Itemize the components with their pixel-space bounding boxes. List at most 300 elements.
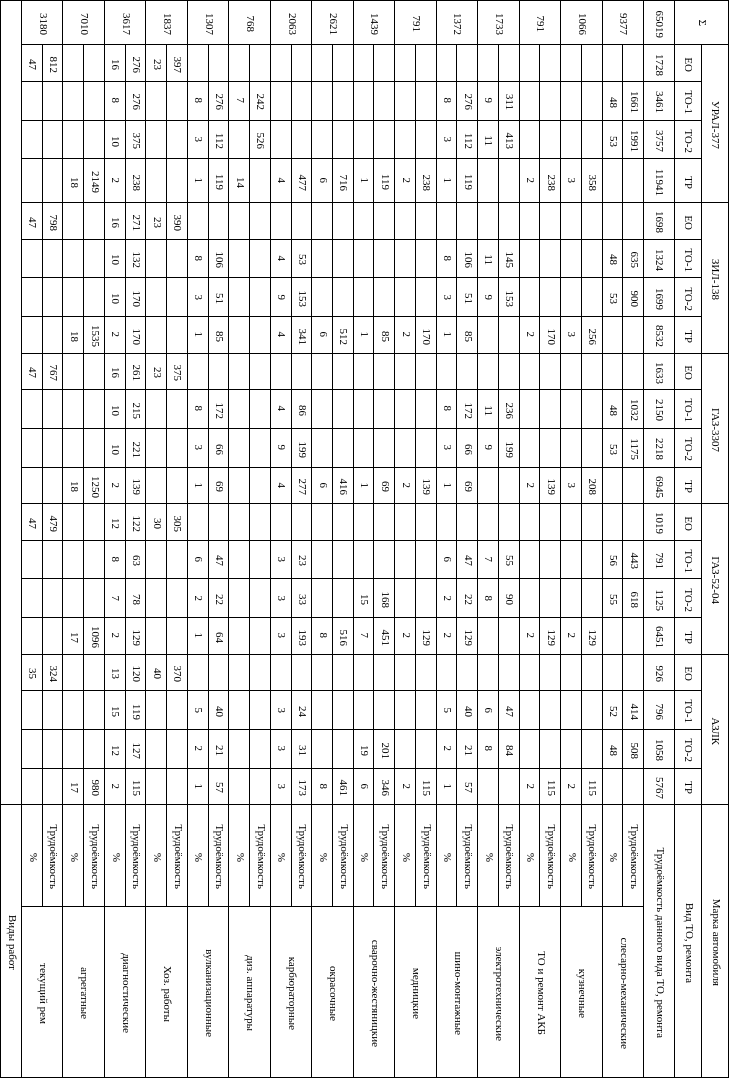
cell-w3-pct [478,353,499,389]
cell-w1-pct: 3 [561,467,582,503]
cell-w3-pct: 9 [478,81,499,120]
cell-w1-trud [581,540,602,579]
cell-w5-trud [415,579,436,618]
cell-w9-trud [250,691,271,730]
cell-w5-trud [415,540,436,579]
cell-w0-pct [602,768,623,804]
worktype-header-10: вулканизационные [187,906,228,1077]
cell-w2-trud: 129 [540,618,561,654]
worktype-8-pct-header: % [270,805,291,907]
cell-w13-trud [84,353,105,389]
cell-w14-pct [21,467,42,503]
cell-w12-trud: 276 [125,81,146,120]
cell-w3-pct [478,203,499,239]
cell-w12-pct: 16 [104,203,125,239]
row-total: 3757 [644,120,675,159]
cell-w9-trud [250,654,271,690]
cell-w3-trud [498,467,519,503]
cell-w13-trud [84,239,105,278]
cell-w1-trud [581,579,602,618]
cell-w8-trud: 173 [291,768,312,804]
row-vid: ТО-2 [675,278,702,317]
cell-w9-pct [229,654,250,690]
cell-w4-trud [457,353,478,389]
cell-w7-trud [332,45,353,81]
cell-w6-trud [374,203,395,239]
cell-w8-trud: 53 [291,239,312,278]
row-vid: ТО-1 [675,691,702,730]
cell-w11-trud [167,239,188,278]
cell-w3-trud [498,504,519,540]
cell-w1-pct [561,729,582,768]
cell-w8-trud: 341 [291,317,312,353]
cell-w2-trud: 115 [540,768,561,804]
cell-w11-pct [146,81,167,120]
cell-w3-pct: 8 [478,579,499,618]
cell-w7-trud [332,691,353,730]
cell-w1-pct [561,203,582,239]
worktype-header-8: карбюраторные [270,906,311,1077]
cell-w13-pct [63,729,84,768]
table-row [1,618,729,654]
worktype-10-pct-header: % [187,805,208,907]
cell-w5-pct: 2 [395,768,416,804]
cell-w7-pct [312,504,333,540]
row-total: 1633 [644,353,675,389]
worktype-5-trud-header: Трудоёмкость [415,805,436,907]
cell-w9-trud [250,159,271,203]
cell-w2-pct: 2 [519,618,540,654]
cell-w1-pct: 3 [561,159,582,203]
cell-w2-trud: 238 [540,159,561,203]
cell-w14-pct [21,579,42,618]
cell-w5-trud [415,691,436,730]
cell-w2-pct [519,729,540,768]
cell-w6-trud [374,278,395,317]
cell-w7-pct [312,428,333,467]
cell-w9-pct [229,467,250,503]
cell-w6-trud [374,654,395,690]
cell-w1-trud: 256 [581,317,602,353]
cell-w4-pct: 2 [436,729,457,768]
cell-w8-trud [291,203,312,239]
cell-w6-pct: 19 [353,729,374,768]
cell-w13-pct [63,203,84,239]
cell-w11-pct: 23 [146,353,167,389]
cell-w10-trud: 66 [208,428,229,467]
sum-w9: 768 [229,1,270,45]
cell-w12-trud: 78 [125,579,146,618]
cell-w2-pct [519,120,540,159]
row-vid: ТО-1 [675,390,702,429]
cell-w7-trud [332,239,353,278]
cell-w6-trud [374,81,395,120]
cell-w8-pct: 4 [270,317,291,353]
cell-w12-trud: 115 [125,768,146,804]
cell-w12-trud: 238 [125,159,146,203]
cell-w5-trud [415,654,436,690]
worktype-0-trud-header: Трудоёмкость [623,805,644,907]
cell-w3-trud [498,654,519,690]
cell-w6-pct [353,691,374,730]
cell-w10-pct: 2 [187,729,208,768]
cell-w0-pct: 56 [602,540,623,579]
cell-w1-trud [581,504,602,540]
cell-w3-pct: 11 [478,120,499,159]
cell-w1-trud [581,45,602,81]
cell-w0-pct [602,654,623,690]
cell-w4-trud: 85 [457,317,478,353]
cell-w5-pct [395,654,416,690]
cell-w14-trud [42,729,63,768]
cell-w4-trud: 106 [457,239,478,278]
cell-w10-pct: 3 [187,278,208,317]
cell-w1-trud [581,691,602,730]
cell-w4-pct: 8 [436,390,457,429]
row-mark-ЗИЛ-138: ЗИЛ-138 [702,203,729,354]
cell-w1-pct [561,239,582,278]
cell-w5-pct [395,540,416,579]
table-row [1,278,729,317]
cell-w12-trud: 170 [125,317,146,353]
cell-w14-trud [42,159,63,203]
row-total: 3461 [644,81,675,120]
sum-w2: 791 [519,1,560,45]
cell-w11-pct: 30 [146,504,167,540]
cell-w13-pct [63,353,84,389]
cell-w3-trud: 47 [498,691,519,730]
cell-w14-trud [42,540,63,579]
cell-w5-pct: 2 [395,467,416,503]
sum-label: Σ [675,1,729,45]
sum-w4: 1372 [436,1,477,45]
cell-w1-trud [581,729,602,768]
cell-w7-pct: 6 [312,159,333,203]
row-total: 2218 [644,428,675,467]
cell-w5-pct [395,278,416,317]
cell-w3-pct [478,618,499,654]
cell-w4-pct: 1 [436,467,457,503]
row-vid: ЕО [675,654,702,690]
cell-w14-trud [42,428,63,467]
cell-w7-pct [312,45,333,81]
cell-w2-trud [540,504,561,540]
cell-w11-trud [167,428,188,467]
cell-w7-pct [312,239,333,278]
sum-w7: 2621 [312,1,353,45]
cell-w8-pct: 3 [270,579,291,618]
cell-w2-trud [540,691,561,730]
cell-w11-trud [167,691,188,730]
cell-w7-trud [332,390,353,429]
cell-w8-trud [291,45,312,81]
cell-w4-trud [457,504,478,540]
row-total: 11941 [644,159,675,203]
cell-w4-trud: 129 [457,618,478,654]
cell-w8-pct: 3 [270,729,291,768]
cell-w13-trud [84,691,105,730]
cell-w14-pct [21,428,42,467]
cell-w4-pct: 2 [436,618,457,654]
cell-w10-pct: 6 [187,540,208,579]
cell-w0-trud: 1032 [623,390,644,429]
cell-w4-trud: 51 [457,278,478,317]
cell-w11-trud [167,618,188,654]
cell-w0-pct [602,203,623,239]
worktype-8-trud-header: Трудоёмкость [291,805,312,907]
worktype-9-pct-header: % [229,805,250,907]
worktype-header-2: ТО и ремонт АКБ [519,906,560,1077]
cell-w11-pct [146,579,167,618]
cell-w0-pct [602,504,623,540]
cell-w11-pct [146,239,167,278]
cell-w11-pct [146,467,167,503]
cell-w1-pct [561,390,582,429]
cell-w7-trud: 516 [332,618,353,654]
cell-w7-trud: 716 [332,159,353,203]
cell-w4-pct: 8 [436,81,457,120]
cell-w4-pct: 3 [436,428,457,467]
row-vid: ТР [675,768,702,804]
cell-w4-pct: 1 [436,159,457,203]
cell-w10-trud: 47 [208,540,229,579]
cell-w4-trud: 119 [457,159,478,203]
cell-w13-trud: 1250 [84,467,105,503]
cell-w1-pct [561,45,582,81]
cell-w5-trud: 238 [415,159,436,203]
cell-w13-pct: 17 [63,768,84,804]
table-row [1,353,729,389]
table-row [1,81,729,120]
cell-w7-trud [332,540,353,579]
cell-w14-trud [42,120,63,159]
cell-w12-trud: 129 [125,618,146,654]
cell-w10-trud [208,353,229,389]
cell-w9-trud [250,540,271,579]
cell-w13-pct [63,504,84,540]
cell-w14-pct [21,159,42,203]
cell-w9-pct [229,317,250,353]
cell-w7-pct [312,390,333,429]
cell-w0-trud [623,654,644,690]
cell-w12-trud: 119 [125,691,146,730]
cell-w8-pct [270,81,291,120]
cell-w3-pct [478,654,499,690]
cell-w10-trud: 21 [208,729,229,768]
cell-w4-trud: 172 [457,390,478,429]
cell-w0-trud: 618 [623,579,644,618]
worktype-header-13: агрегатные [63,906,104,1077]
cell-w10-pct: 8 [187,81,208,120]
cell-w0-trud: 414 [623,691,644,730]
row-vid: ТО-1 [675,540,702,579]
cell-w3-trud: 311 [498,81,519,120]
cell-w10-pct: 1 [187,467,208,503]
cell-w14-trud [42,691,63,730]
cell-w8-trud: 86 [291,390,312,429]
worktype-2-trud-header: Трудоёмкость [540,805,561,907]
cell-w11-pct: 23 [146,45,167,81]
cell-w12-pct: 10 [104,428,125,467]
table-row [1,504,729,540]
cell-w8-trud [291,654,312,690]
cell-w13-pct [63,428,84,467]
worktype-1-trud-header: Трудоёмкость [581,805,602,907]
cell-w1-trud [581,654,602,690]
cell-w11-trud [167,540,188,579]
cell-w10-trud [208,654,229,690]
cell-w0-trud [623,317,644,353]
cell-w11-trud: 390 [167,203,188,239]
worktype-header-3: электротехнические [478,906,519,1077]
cell-w14-trud [42,278,63,317]
cell-w4-trud [457,45,478,81]
worktype-header-1: кузнечные [561,906,602,1077]
cell-w6-pct [353,81,374,120]
cell-w13-trud [84,540,105,579]
cell-w13-pct: 18 [63,317,84,353]
cell-w11-pct [146,278,167,317]
cell-w9-trud [250,45,271,81]
cell-w8-pct: 4 [270,390,291,429]
cell-w3-trud: 145 [498,239,519,278]
cell-w13-trud [84,579,105,618]
row-mark-ГАЗ-52-04: ГАЗ-52-04 [702,504,729,655]
cell-w5-pct [395,390,416,429]
cell-w6-pct: 1 [353,467,374,503]
cell-w11-trud [167,159,188,203]
cell-w14-pct [21,729,42,768]
cell-w13-trud [84,390,105,429]
cell-w7-pct [312,203,333,239]
cell-w9-trud [250,768,271,804]
cell-w12-pct: 7 [104,579,125,618]
cell-w14-trud: 479 [42,504,63,540]
cell-w1-trud: 129 [581,618,602,654]
cell-w9-pct [229,120,250,159]
cell-w10-trud: 106 [208,239,229,278]
cell-w10-pct: 1 [187,768,208,804]
table-row [1,691,729,730]
cell-w5-trud [415,239,436,278]
cell-w9-pct: 14 [229,159,250,203]
cell-w14-trud: 767 [42,353,63,389]
cell-w9-trud [250,278,271,317]
cell-w14-pct [21,81,42,120]
cell-w4-pct: 5 [436,691,457,730]
cell-w5-trud: 139 [415,467,436,503]
cell-w0-trud [623,353,644,389]
worktype-13-pct-header: % [63,805,84,907]
row-vid: ЕО [675,203,702,239]
cell-w5-trud [415,353,436,389]
cell-w6-trud [374,540,395,579]
cell-w9-trud [250,353,271,389]
cell-w0-trud: 443 [623,540,644,579]
cell-w14-trud [42,618,63,654]
cell-w14-pct [21,390,42,429]
cell-w0-pct [602,317,623,353]
cell-w1-trud [581,120,602,159]
cell-w4-trud: 21 [457,729,478,768]
cell-w9-pct [229,691,250,730]
cell-w14-pct [21,120,42,159]
cell-w9-trud [250,504,271,540]
cell-w2-pct [519,353,540,389]
cell-w6-trud [374,428,395,467]
cell-w12-trud: 221 [125,428,146,467]
cell-w1-trud [581,353,602,389]
worktype-12-trud-header: Трудоёмкость [125,805,146,907]
cell-w11-trud: 370 [167,654,188,690]
cell-w6-pct [353,203,374,239]
cell-w5-pct [395,239,416,278]
table-row [1,203,729,239]
cell-w2-pct [519,278,540,317]
row-total: 1728 [644,45,675,81]
cell-w3-trud [498,317,519,353]
cell-w12-pct: 2 [104,317,125,353]
cell-w14-trud [42,317,63,353]
cell-w7-pct: 8 [312,768,333,804]
cell-w9-pct [229,579,250,618]
cell-w14-trud [42,579,63,618]
row-mark-АЗЛК: АЗЛК [702,654,729,805]
sum-w8: 2063 [270,1,311,45]
cell-w4-pct: 2 [436,579,457,618]
cell-w3-pct [478,159,499,203]
cell-w8-trud: 24 [291,691,312,730]
sum-w0: 9377 [602,1,643,45]
cell-w5-pct: 2 [395,159,416,203]
cell-w4-trud: 57 [457,768,478,804]
cell-w7-trud [332,504,353,540]
cell-w6-trud: 168 [374,579,395,618]
cell-w6-trud [374,691,395,730]
row-total: 1698 [644,203,675,239]
cell-w2-trud [540,203,561,239]
cell-w0-trud [623,504,644,540]
cell-w9-pct: 7 [229,81,250,120]
cell-w1-pct [561,540,582,579]
worktype-11-pct-header: % [146,805,167,907]
cell-w14-pct: 47 [21,203,42,239]
cell-w0-trud [623,159,644,203]
cell-w7-trud [332,81,353,120]
cell-w0-trud: 635 [623,239,644,278]
cell-w13-trud [84,203,105,239]
cell-w11-trud: 375 [167,353,188,389]
worktype-header-12: диагностические [104,906,145,1077]
cell-w4-pct [436,353,457,389]
cell-w3-pct: 8 [478,729,499,768]
cell-w7-trud: 416 [332,467,353,503]
cell-w2-pct [519,239,540,278]
cell-w12-trud: 261 [125,353,146,389]
cell-w6-trud [374,353,395,389]
row-mark-УРАЛ-377: УРАЛ-377 [702,45,729,203]
table-row [1,579,729,618]
cell-w10-pct: 1 [187,159,208,203]
worktype-9-trud-header: Трудоёмкость [250,805,271,907]
row-total: 1125 [644,579,675,618]
cell-w5-pct [395,579,416,618]
cell-w6-pct: 15 [353,579,374,618]
sum-w5: 791 [395,1,436,45]
cell-w5-pct [395,428,416,467]
cell-w0-pct: 48 [602,729,623,768]
cell-w6-pct [353,428,374,467]
